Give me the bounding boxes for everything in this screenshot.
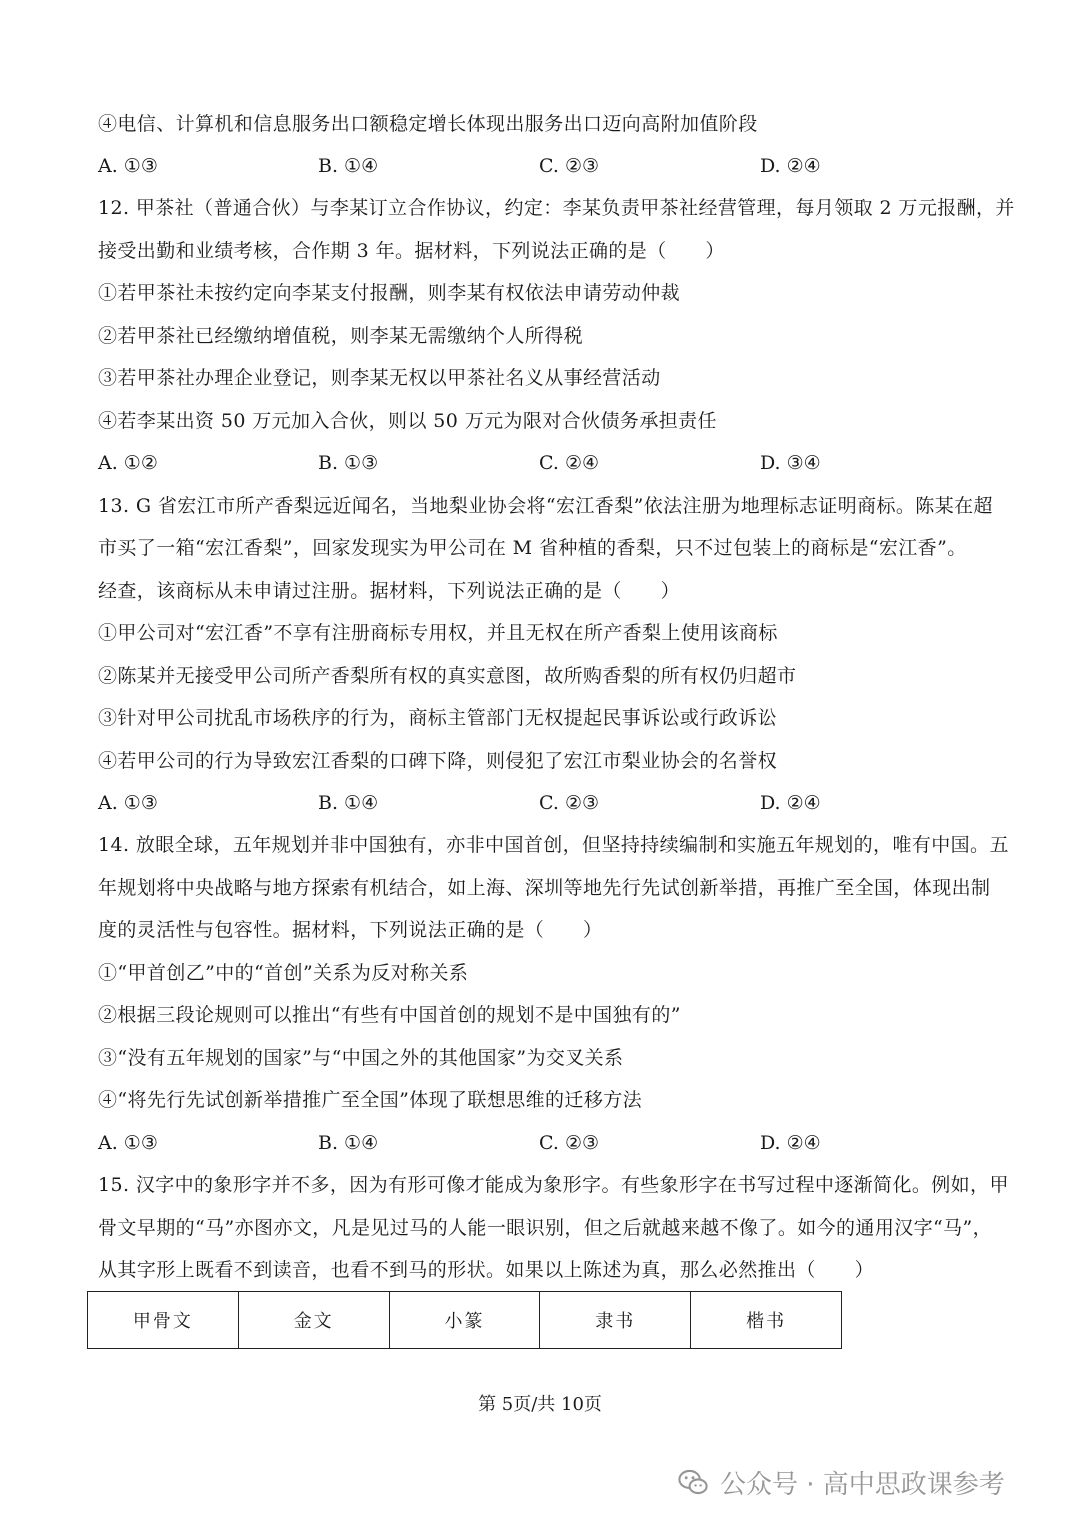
q12-option-a: A. ①② [98,452,158,474]
q13-stem-line-1: 13. G 省宏江市所产香梨远近闻名，当地梨业协会将“宏江香梨”依法注册为地理标志证明商标。陈某在超 [98,495,993,517]
page-number: 第 5页/共 10页 [478,1394,602,1415]
table-cell-clerical: 隶书 [540,1292,691,1349]
wechat-watermark [676,1462,1005,1502]
wechat-icon [676,1465,710,1499]
q13-stem-line-3: 经查，该商标从未申请过注册。据材料，下列说法正确的是（ ） [98,580,681,602]
q12-option-b: B. ①③ [318,452,379,474]
q13-options [98,791,998,815]
q14-option-d: D. ②④ [760,1132,821,1154]
q13-option-d: D. ②④ [760,792,821,814]
q12-stem-line-2: 接受出勤和业绩考核，合作期 3 年。据材料，下列说法正确的是（ ） [98,240,725,262]
q11-option-b: B. ①④ [318,155,379,177]
q15-stem-line-1: 15. 汉字中的象形字并不多，因为有形可像才能成为象形字。有些象形字在书写过程中逐渐简化。例如，甲 [98,1174,1009,1196]
q11-options [98,154,998,178]
q12-statement-3: ③若甲茶社办理企业登记，则李某无权以甲茶社名义从事经营活动 [98,367,661,389]
q13-option-c: C. ②③ [539,792,600,814]
watermark-text: 公众号 · 高中思政课参考 [720,1469,1005,1500]
q12-stem-line-1: 12. 甲茶社（普通合伙）与李某订立合作协议，约定：李某负责甲茶社经营管理，每月领取 2 万元报酬，并 [98,197,1015,219]
q12-option-c: C. ②④ [539,452,600,474]
q13-statement-4: ④若甲公司的行为导致宏江香梨的口碑下降，则侵犯了宏江市梨业协会的名誉权 [98,750,778,772]
table-cell-small-seal: 小篆 [389,1292,540,1349]
q14-option-a: A. ①③ [98,1132,158,1154]
q12-options [98,451,998,475]
q14-statement-3: ③“没有五年规划的国家”与“中国之外的其他国家”为交叉关系 [98,1047,624,1069]
q14-stem-line-1: 14. 放眼全球，五年规划并非中国独有，亦非中国首创，但坚持持续编制和实施五年规划的，唯有中国。五 [98,834,1009,856]
q13-stem-line-2: 市买了一箱“宏江香梨”，回家发现实为甲公司在 M 省种植的香梨，只不过包装上的商标是“宏江香”。 [98,537,967,559]
q14-option-b: B. ①④ [318,1132,379,1154]
q12-option-d: D. ③④ [760,452,821,474]
q13-statement-2: ②陈某并无接受甲公司所产香梨所有权的真实意图，故所购香梨的所有权仍归超市 [98,665,797,687]
q11-option-a: A. ①③ [98,155,158,177]
table-cell-bronze: 金文 [238,1292,389,1349]
q11-option-c: C. ②③ [539,155,600,177]
q14-option-c: C. ②③ [539,1132,600,1154]
table-cell-regular: 楷书 [691,1292,842,1349]
script-evolution-table [87,1291,842,1349]
q14-statement-1: ①“甲首创乙”中的“首创”关系为反对称关系 [98,962,469,984]
q13-option-b: B. ①④ [318,792,379,814]
table-row [88,1292,842,1349]
q11-option-d: D. ②④ [760,155,821,177]
q14-options [98,1131,998,1155]
q13-statement-3: ③针对甲公司扰乱市场秩序的行为，商标主管部门无权提起民事诉讼或行政诉讼 [98,707,778,729]
q13-statement-1: ①甲公司对“宏江香”不享有注册商标专用权，并且无权在所产香梨上使用该商标 [98,622,778,644]
q14-statement-2: ②根据三段论规则可以推出“有些有中国首创的规划不是中国独有的” [98,1004,681,1026]
q13-option-a: A. ①③ [98,792,158,814]
q14-stem-line-2: 年规划将中央战略与地方探索有机结合，如上海、深圳等地先行先试创新举措，再推广至全国，体现出制 [98,877,991,899]
q12-statement-1: ①若甲茶社未按约定向李某支付报酬，则李某有权依法申请劳动仲裁 [98,282,681,304]
q11-statement-4: ④电信、计算机和信息服务出口额稳定增长体现出服务出口迈向高附加值阶段 [98,113,758,135]
q14-statement-4: ④“将先行先试创新举措推广至全国”体现了联想思维的迁移方法 [98,1089,643,1111]
q14-stem-line-3: 度的灵活性与包容性。据材料，下列说法正确的是（ ） [98,919,603,941]
table-cell-oracle-bone: 甲骨文 [88,1292,239,1349]
q12-statement-4: ④若李某出资 50 万元加入合伙，则以 50 万元为限对合伙债务承担责任 [98,410,717,432]
q15-stem-line-3: 从其字形上既看不到读音，也看不到马的形状。如果以上陈述为真，那么必然推出（ ） [98,1259,875,1281]
q15-stem-line-2: 骨文早期的“马”亦图亦文，凡是见过马的人能一眼识别，但之后就越来越不像了。如今的通用汉字“马”， [98,1217,993,1239]
q12-statement-2: ②若甲茶社已经缴纳增值税，则李某无需缴纳个人所得税 [98,325,584,347]
